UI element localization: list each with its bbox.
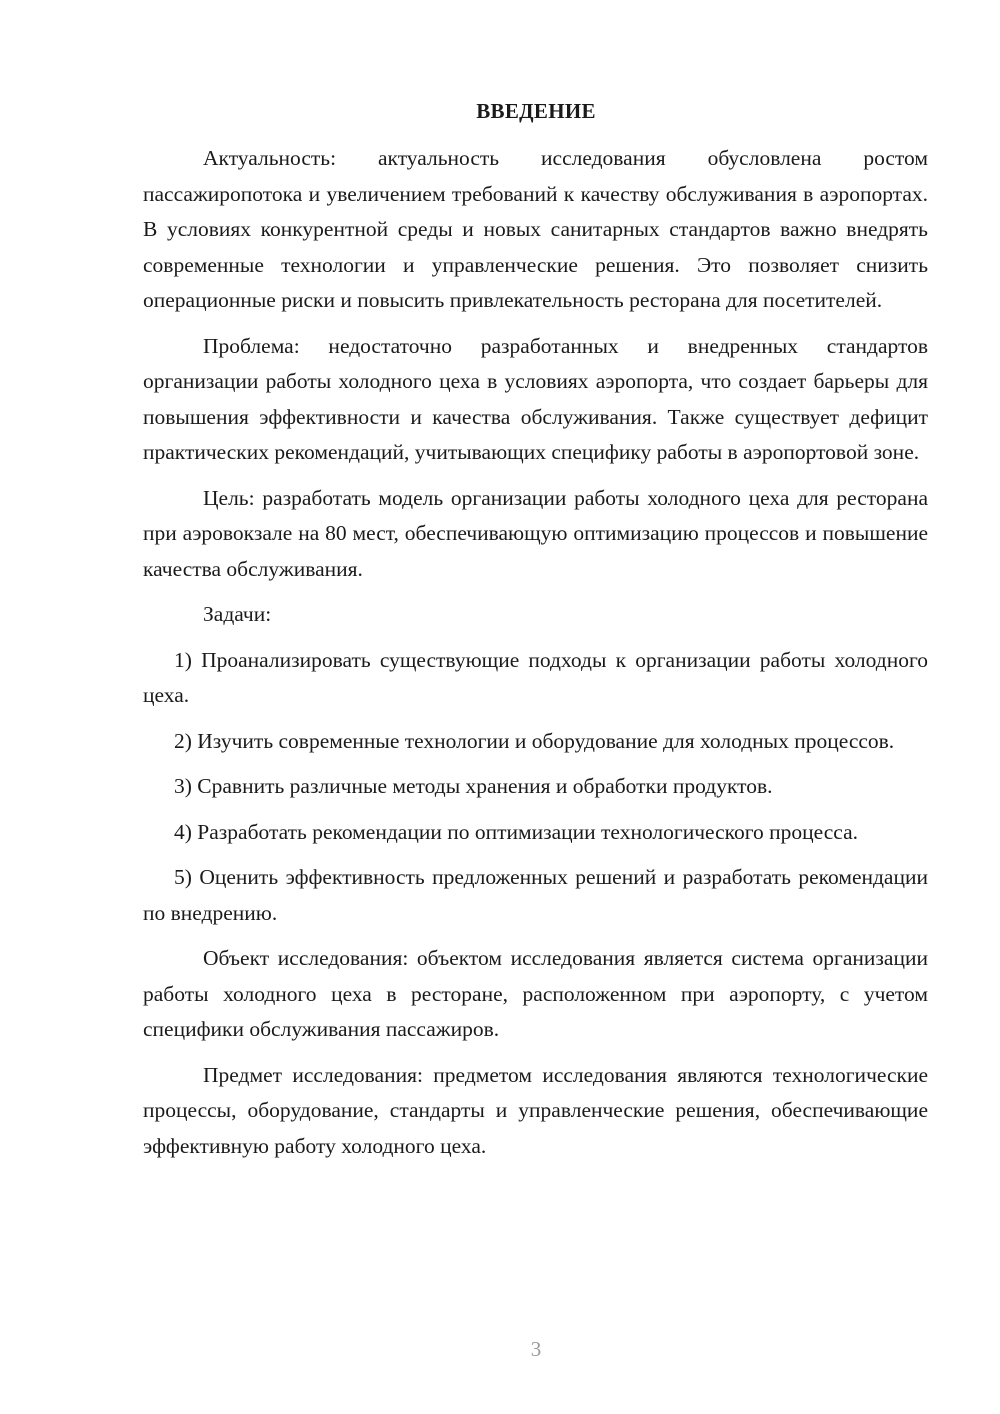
paragraph-subject: Предмет исследования: предметом исследования являются технологические процессы, оборудование, стандарты и управленческие решения, обеспечивающие эффективную работу холодного цеха. xyxy=(143,1062,928,1158)
paragraph-object: Объект исследования: объектом исследования является система организации работы холодного цеха в ресторане, расположенном при аэропорту, с учетом специфики обслуживания пассажиров. xyxy=(143,946,928,1041)
task-item: 3) Сравнить различные методы хранения и обработки продуктов. xyxy=(174,774,773,798)
page-number: 3 xyxy=(530,1337,542,1361)
section-heading: ВВЕДЕНИЕ xyxy=(476,99,596,123)
document-body xyxy=(143,141,928,1174)
task-item: 5) Оценить эффективность предложенных решений и разработать рекомендации по внедрению. xyxy=(143,865,928,925)
paragraph-relevance: Актуальность: актуальность исследования обусловлена ростом пассажиропотока и увеличением требований к качеству обслуживания в аэропортах. В условиях конкурентной среды и новых санитарных стандартов важно внедрять современные технологии и управленческие решения. Это позволяет снизить операционные риски и повысить привлекательность ресторана для посетителей. xyxy=(143,146,928,312)
tasks-label: Задачи: xyxy=(203,602,272,626)
paragraph-problem: Проблема: недостаточно разработанных и внедренных стандартов организации работы холодного цеха в условиях аэропорта, что создает барьеры для повышения эффективности и качества обслуживания. Также существует дефицит практических рекомендаций, учитывающих специфику работы в аэропортовой зоне. xyxy=(143,333,928,464)
task-item: 1) Проанализировать существующие подходы к организации работы холодного цеха. xyxy=(143,647,928,707)
task-item: 4) Разработать рекомендации по оптимизации технологического процесса. xyxy=(174,819,859,844)
task-item: 2) Изучить современные технологии и оборудование для холодных процессов. xyxy=(174,728,895,753)
paragraph-goal: Цель: разработать модель организации работы холодного цеха для ресторана при аэровокзале на 80 мест, обеспечивающую оптимизацию процессов и повышение качества обслуживания. xyxy=(143,485,928,581)
